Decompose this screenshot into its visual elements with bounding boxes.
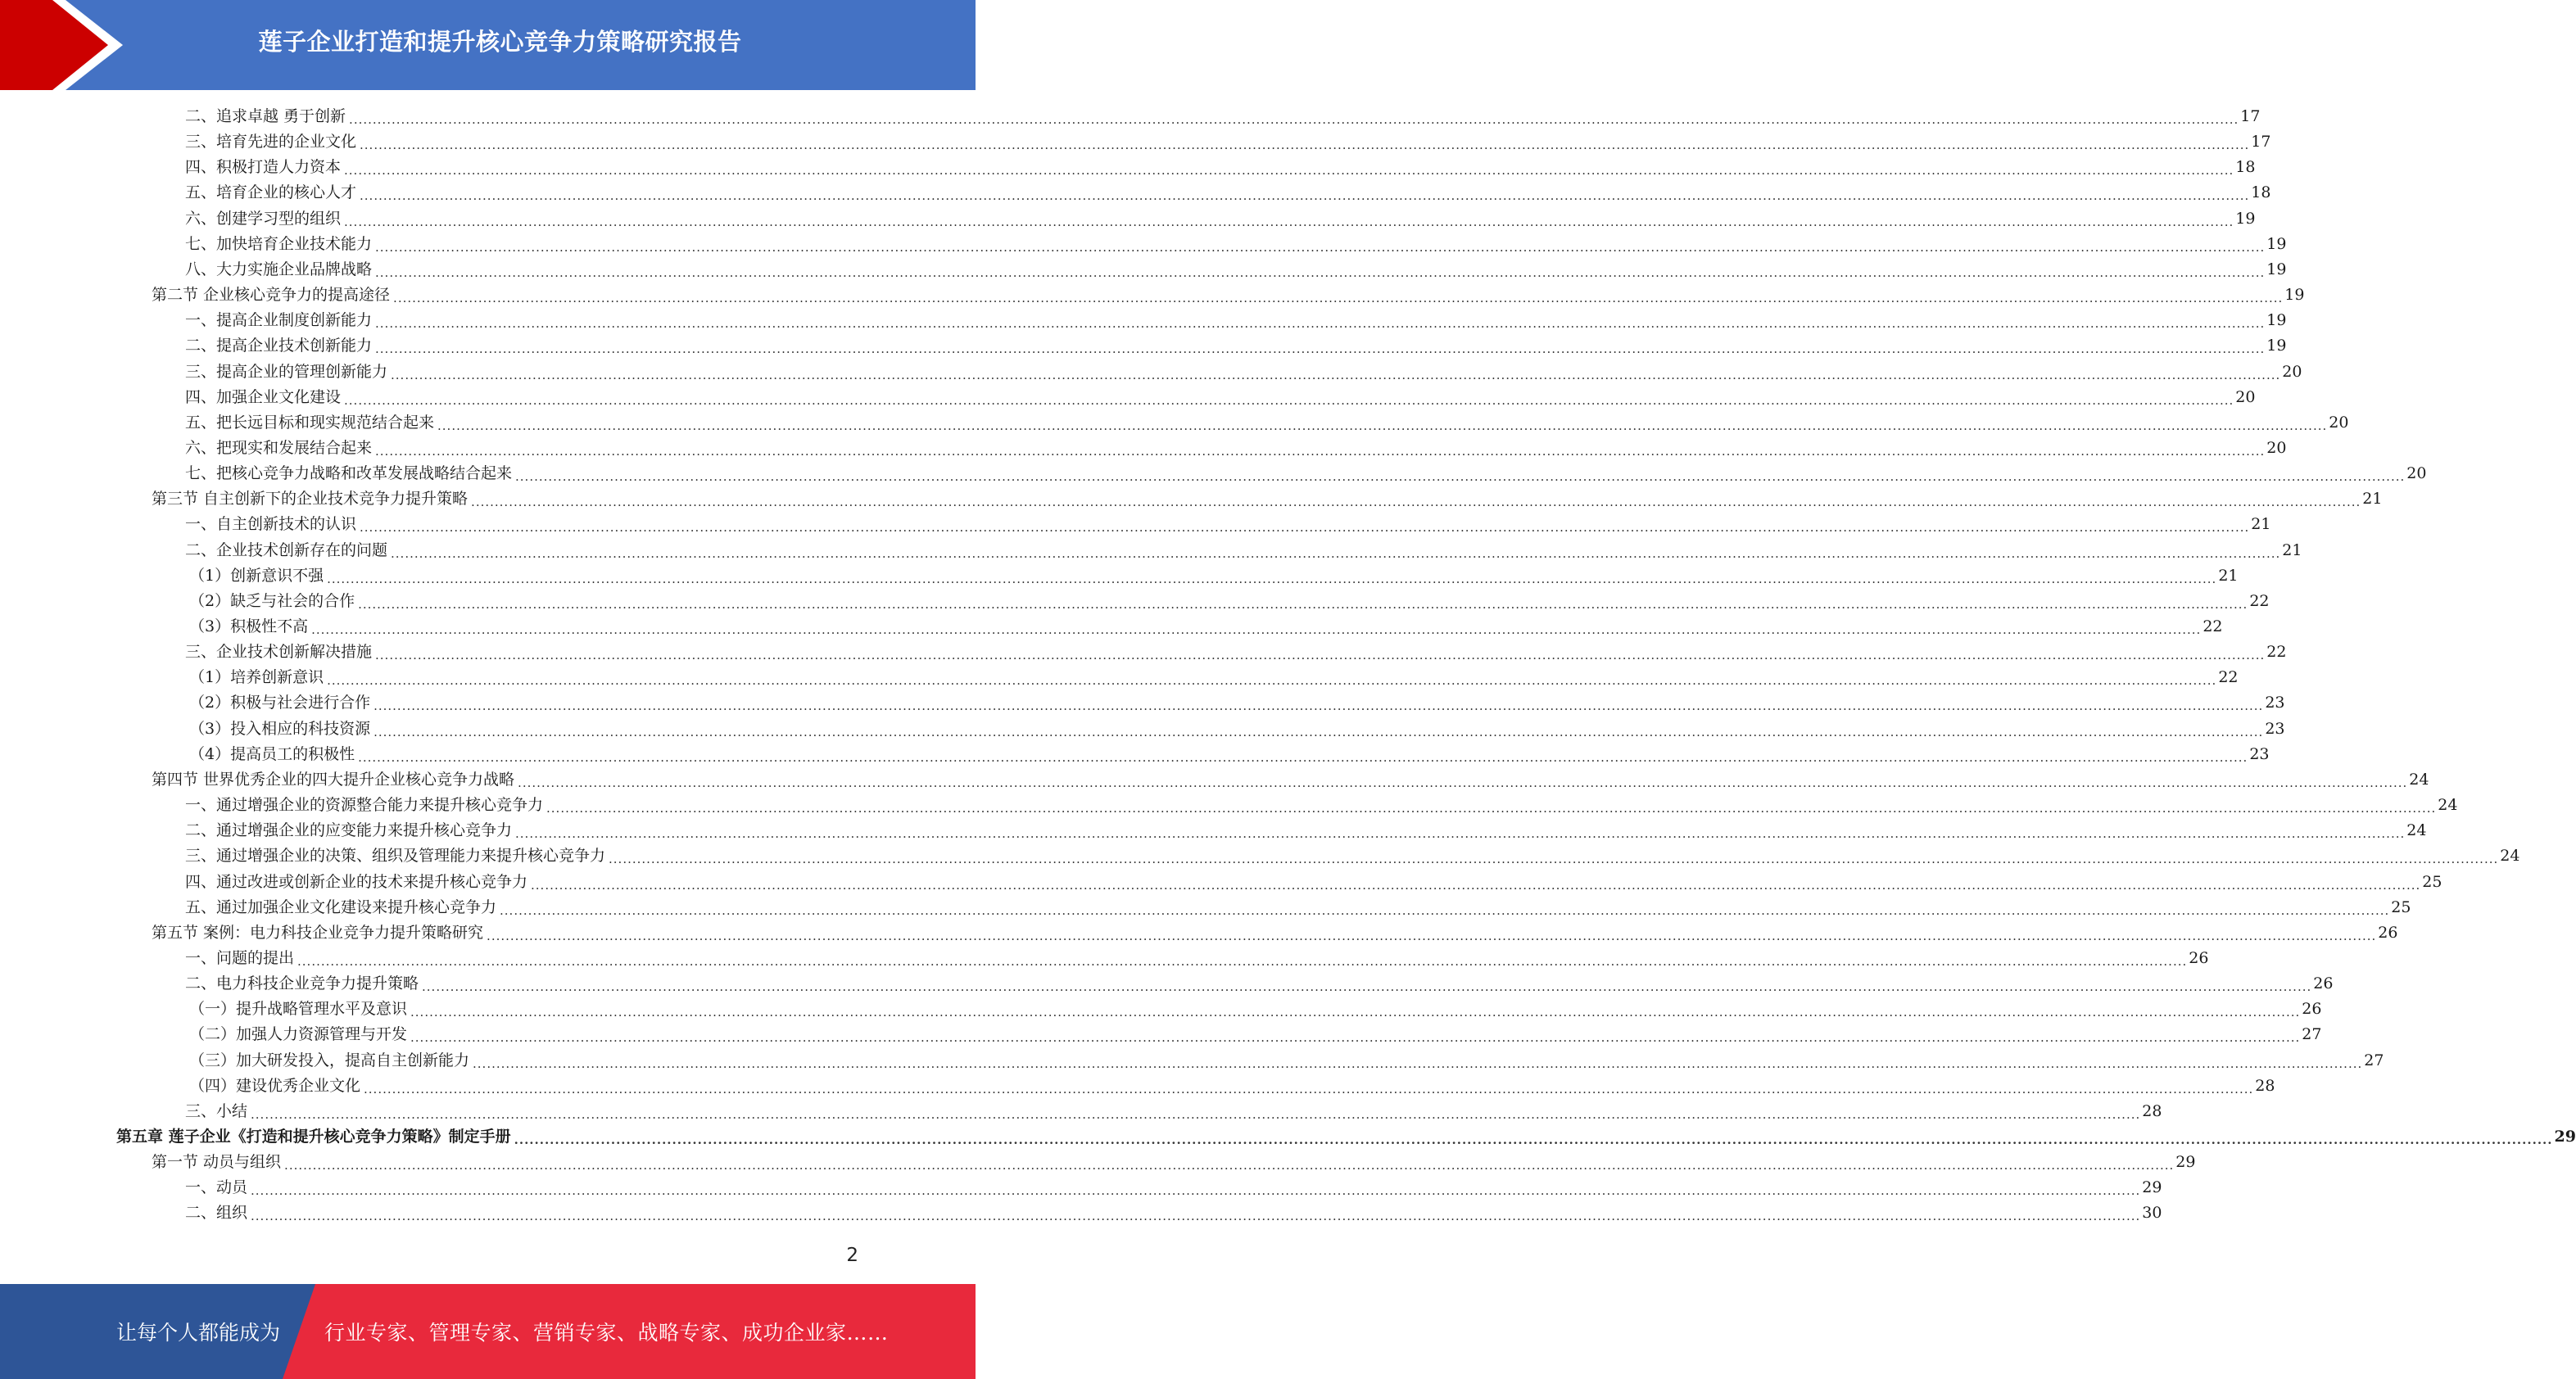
toc-entry[interactable] — [185, 512, 2271, 537]
toc-entry-page: 23 — [2265, 720, 2285, 738]
toc-entry[interactable] — [185, 818, 2427, 843]
toc-dot-leader: ................................................................................................................................................................................................................................................................................................................................................................................................................ — [327, 673, 2217, 688]
toc-entry-label: 第四节 世界优秀企业的四大提升企业核心竞争力战略 — [152, 771, 515, 789]
toc-entry-page: 25 — [2422, 873, 2442, 891]
toc-dot-leader: ................................................................................................................................................................................................................................................................................................................................................................................................................ — [391, 546, 2281, 561]
toc-dot-leader: ................................................................................................................................................................................................................................................................................................................................................................................................................ — [311, 622, 2202, 637]
toc-entry-page: 19 — [2266, 260, 2287, 278]
toc-entry-page: 18 — [2251, 183, 2271, 201]
toc-entry[interactable] — [185, 1175, 2162, 1200]
toc-entry-label: 四、加强企业文化建设 — [185, 388, 342, 406]
toc-entry-label: 第一节 动员与组织 — [152, 1153, 282, 1171]
toc-entry[interactable] — [185, 104, 2261, 129]
toc-entry-page: 22 — [2249, 592, 2270, 610]
toc-dot-leader: ................................................................................................................................................................................................................................................................................................................................................................................................................ — [500, 903, 2390, 918]
toc-dot-leader: ................................................................................................................................................................................................................................................................................................................................................................................................................ — [515, 469, 2406, 484]
toc-entry-page: 30 — [2142, 1204, 2162, 1222]
toc-entry-page: 24 — [2409, 771, 2429, 789]
toc-entry-label: 二、追求卓越 勇于创新 — [185, 107, 346, 125]
toc-entry-page: 23 — [2265, 694, 2285, 712]
toc-dot-leader: ................................................................................................................................................................................................................................................................................................................................................................................................................ — [344, 215, 2234, 229]
toc-entry-page: 23 — [2249, 745, 2270, 763]
toc-dot-leader: ................................................................................................................................................................................................................................................................................................................................................................................................................ — [437, 418, 2328, 433]
toc-entry-page: 19 — [2266, 311, 2287, 329]
toc-entry-page: 26 — [2313, 974, 2334, 992]
toc-entry[interactable] — [152, 1150, 2196, 1175]
toc-entry[interactable] — [185, 359, 2302, 385]
toc-entry[interactable] — [185, 333, 2287, 359]
toc-dot-leader: ................................................................................................................................................................................................................................................................................................................................................................................................................ — [375, 265, 2266, 280]
toc-dot-leader: ................................................................................................................................................................................................................................................................................................................................................................................................................ — [422, 979, 2312, 994]
toc-entry-page: 19 — [2266, 235, 2287, 253]
toc-entry-page: 20 — [2282, 363, 2302, 381]
toc-entry[interactable] — [152, 283, 2305, 308]
toc-entry[interactable] — [185, 308, 2287, 333]
toc-entry[interactable] — [185, 436, 2287, 461]
toc-entry-page: 21 — [2282, 541, 2302, 559]
toc-dot-leader: ................................................................................................................................................................................................................................................................................................................................................................................................................ — [473, 1056, 2363, 1071]
toc-entry-label: 第三节 自主创新下的企业技术竞争力提升策略 — [152, 490, 469, 508]
toc-entry[interactable] — [189, 1048, 2384, 1074]
toc-entry-page: 19 — [2266, 337, 2287, 355]
toc-entry-page: 29 — [2175, 1153, 2196, 1171]
toc-dot-leader: ................................................................................................................................................................................................................................................................................................................................................................................................................ — [327, 572, 2217, 586]
toc-entry[interactable] — [185, 180, 2271, 206]
toc-dot-leader: ................................................................................................................................................................................................................................................................................................................................................................................................................ — [297, 954, 2188, 969]
toc-entry-label: 三、培育先进的企业文化 — [185, 133, 357, 151]
toc-entry[interactable] — [189, 742, 2270, 767]
toc-entry[interactable] — [185, 640, 2287, 665]
toc-entry-page: 18 — [2235, 158, 2256, 176]
toc-dot-leader: ................................................................................................................................................................................................................................................................................................................................................................................................................ — [358, 750, 2248, 765]
toc-dot-leader: ................................................................................................................................................................................................................................................................................................................................................................................................................ — [375, 444, 2266, 459]
toc-entry[interactable] — [189, 997, 2322, 1022]
toc-entry[interactable] — [189, 690, 2285, 716]
toc-entry-page: 29 — [2554, 1128, 2576, 1146]
toc-dot-leader: ................................................................................................................................................................................................................................................................................................................................................................................................................ — [373, 699, 2264, 713]
toc-entry-page: 25 — [2391, 898, 2411, 916]
toc-entry[interactable] — [185, 410, 2349, 436]
toc-entry[interactable] — [185, 971, 2334, 997]
toc-dot-leader: ................................................................................................................................................................................................................................................................................................................................................................................................................ — [251, 1107, 2141, 1122]
toc-entry[interactable] — [185, 793, 2458, 818]
toc-entry-page: 19 — [2284, 286, 2305, 304]
toc-dot-leader: ................................................................................................................................................................................................................................................................................................................................................................................................................ — [375, 316, 2266, 331]
toc-entry-page: 26 — [2189, 949, 2209, 967]
toc-entry[interactable] — [185, 1099, 2162, 1124]
toc-entry-label: 二、电力科技企业竞争力提升策略 — [185, 974, 419, 992]
toc-entry-label: （二）加强人力资源管理与开发 — [189, 1025, 408, 1043]
toc-entry-label: （4）提高员工的积极性 — [189, 745, 355, 763]
toc-entry[interactable] — [185, 385, 2256, 410]
toc-entry-label: 五、培育企业的核心人才 — [185, 183, 357, 201]
document-title: 莲子企业打造和提升核心竞争力策略研究报告 — [258, 27, 742, 56]
toc-dot-leader: ................................................................................................................................................................................................................................................................................................................................................................................................................ — [360, 138, 2250, 152]
toc-entry[interactable] — [189, 614, 2223, 640]
toc-dot-leader: ................................................................................................................................................................................................................................................................................................................................................................................................................ — [344, 163, 2234, 178]
toc-dot-leader: ................................................................................................................................................................................................................................................................................................................................................................................................................ — [284, 1158, 2175, 1173]
toc-entry-label: 四、通过改进或创新企业的技术来提升核心竞争力 — [185, 873, 528, 891]
toc-entry-label: 第五章 莲子企业《打造和提升核心竞争力策略》制定手册 — [116, 1128, 511, 1146]
toc-entry-label: 三、企业技术创新解决措施 — [185, 643, 373, 661]
toc-entry-page: 22 — [2203, 617, 2223, 635]
toc-entry[interactable] — [185, 257, 2287, 283]
toc-entry-label: 六、把现实和发展结合起来 — [185, 439, 373, 457]
toc-entry-page: 17 — [2240, 107, 2261, 125]
toc-dot-leader: ................................................................................................................................................................................................................................................................................................................................................................................................................ — [531, 878, 2421, 893]
toc-dot-leader: ................................................................................................................................................................................................................................................................................................................................................................................................................ — [344, 393, 2234, 408]
toc-entry-page: 20 — [2235, 388, 2256, 406]
toc-entry-label: （四）建设优秀企业文化 — [189, 1077, 361, 1095]
footer-slogan-left: 让每个人都能成为 — [116, 1321, 281, 1345]
toc-entry-page: 24 — [2438, 796, 2458, 814]
toc-entry[interactable] — [185, 206, 2256, 232]
footer-slogan-right: 行业专家、管理专家、营销专家、战略专家、成功企业家…… — [324, 1321, 889, 1345]
toc-entry[interactable] — [185, 946, 2209, 971]
toc-dot-leader: ................................................................................................................................................................................................................................................................................................................................................................................................................ — [251, 1183, 2141, 1198]
toc-entry[interactable] — [185, 155, 2256, 180]
toc-entry-label: 第五节 案例：电力科技企业竞争力提升策略研究 — [152, 924, 484, 942]
toc-dot-leader: ................................................................................................................................................................................................................................................................................................................................................................................................................ — [349, 112, 2239, 127]
page-footer — [0, 1284, 976, 1379]
toc-entry-label: 二、提高企业技术创新能力 — [185, 337, 373, 355]
toc-dot-leader: ................................................................................................................................................................................................................................................................................................................................................................................................................ — [375, 648, 2266, 662]
toc-entry[interactable] — [189, 563, 2239, 589]
toc-entry-page: 28 — [2255, 1077, 2275, 1095]
toc-entry-label: 二、通过增强企业的应变能力来提升核心竞争力 — [185, 821, 513, 839]
toc-entry[interactable] — [189, 1074, 2275, 1099]
toc-entry-page: 26 — [2302, 1000, 2322, 1018]
toc-entry-page: 27 — [2302, 1025, 2322, 1043]
toc-entry[interactable] — [185, 461, 2427, 486]
toc-dot-leader: ................................................................................................................................................................................................................................................................................................................................................................................................................ — [358, 597, 2248, 612]
toc-entry-page: 24 — [2500, 847, 2520, 865]
toc-entry-page: 19 — [2235, 210, 2256, 228]
toc-entry-label: 二、企业技术创新存在的问题 — [185, 541, 388, 559]
toc-entry-label: 八、大力实施企业品牌战略 — [185, 260, 373, 278]
toc-entry-label: 三、提高企业的管理创新能力 — [185, 363, 388, 381]
toc-entry-page: 27 — [2364, 1051, 2384, 1069]
toc-entry-label: 一、问题的提出 — [185, 949, 295, 967]
toc-entry[interactable] — [189, 1022, 2322, 1047]
toc-entry-page: 29 — [2142, 1178, 2162, 1196]
toc-entry-page: 21 — [2251, 515, 2271, 533]
toc-entry-page: 21 — [2218, 567, 2239, 585]
toc-entry-label: 一、提高企业制度创新能力 — [185, 311, 373, 329]
toc-entry[interactable] — [185, 1200, 2162, 1226]
toc-dot-leader: ................................................................................................................................................................................................................................................................................................................................................................................................................ — [393, 291, 2284, 305]
toc-entry-page: 22 — [2218, 668, 2239, 686]
toc-entry-label: 五、通过加强企业文化建设来提升核心竞争力 — [185, 898, 497, 916]
toc-entry-page: 26 — [2378, 924, 2398, 942]
toc-dot-leader: ................................................................................................................................................................................................................................................................................................................................................................................................................ — [487, 929, 2377, 943]
toc-entry[interactable] — [116, 1124, 2576, 1150]
toc-entry[interactable] — [185, 129, 2271, 155]
toc-entry-label: 一、自主创新技术的认识 — [185, 515, 357, 533]
toc-dot-leader: ................................................................................................................................................................................................................................................................................................................................................................................................................ — [391, 368, 2281, 382]
toc-dot-leader: ................................................................................................................................................................................................................................................................................................................................................................................................................ — [251, 1209, 2141, 1223]
toc-dot-leader: ................................................................................................................................................................................................................................................................................................................................................................................................................ — [360, 188, 2250, 203]
toc-entry[interactable] — [152, 920, 2398, 946]
toc-entry-label: 四、积极打造人力资本 — [185, 158, 342, 176]
toc-entry[interactable] — [185, 843, 2520, 869]
toc-dot-leader: ................................................................................................................................................................................................................................................................................................................................................................................................................ — [471, 495, 2361, 509]
toc-dot-leader: ................................................................................................................................................................................................................................................................................................................................................................................................................ — [373, 725, 2264, 739]
toc-entry-label: （3）积极性不高 — [189, 617, 309, 635]
toc-entry-page: 20 — [2329, 414, 2349, 432]
toc-entry-label: 五、把长远目标和现实规范结合起来 — [185, 414, 435, 432]
toc-dot-leader: ................................................................................................................................................................................................................................................................................................................................................................................................................ — [546, 801, 2437, 816]
toc-entry[interactable] — [185, 895, 2411, 920]
toc-entry-label: 一、通过增强企业的资源整合能力来提升核心竞争力 — [185, 796, 544, 814]
toc-entry-label: 六、创建学习型的组织 — [185, 210, 342, 228]
toc-dot-leader: ................................................................................................................................................................................................................................................................................................................................................................................................................ — [515, 826, 2406, 841]
toc-entry-page: 17 — [2251, 133, 2271, 151]
toc-entry-label: 七、加快培育企业技术能力 — [185, 235, 373, 253]
toc-entry-label: （三）加大研发投入，提高自主创新能力 — [189, 1051, 470, 1069]
toc-dot-leader: ................................................................................................................................................................................................................................................................................................................................................................................................................ — [375, 341, 2266, 356]
toc-entry-label: 七、把核心竞争力战略和改革发展战略结合起来 — [185, 464, 513, 482]
toc-dot-leader: ................................................................................................................................................................................................................................................................................................................................................................................................................ — [375, 240, 2266, 255]
toc-entry-label: （3）投入相应的科技资源 — [189, 720, 371, 738]
toc-entry-label: 三、通过增强企业的决策、组织及管理能力来提升核心竞争力 — [185, 847, 606, 865]
toc-entry-label: 第二节 企业核心竞争力的提高途径 — [152, 286, 391, 304]
toc-dot-leader: ................................................................................................................................................................................................................................................................................................................................................................................................................ — [514, 1133, 2553, 1147]
toc-dot-leader: ................................................................................................................................................................................................................................................................................................................................................................................................................ — [518, 775, 2408, 790]
toc-entry[interactable] — [185, 538, 2302, 563]
toc-entry-label: （一）提升战略管理水平及意识 — [189, 1000, 408, 1018]
toc-entry[interactable] — [189, 717, 2285, 742]
toc-entry-page: 24 — [2406, 821, 2427, 839]
toc-entry-label: （2）积极与社会进行合作 — [189, 694, 371, 712]
toc-entry-label: （1）培养创新意识 — [189, 668, 324, 686]
toc-dot-leader: ................................................................................................................................................................................................................................................................................................................................................................................................................ — [410, 1005, 2301, 1020]
toc-entry-page: 21 — [2362, 490, 2383, 508]
toc-entry[interactable] — [152, 767, 2429, 793]
toc-entry[interactable] — [152, 486, 2383, 512]
toc-entry-label: 二、组织 — [185, 1204, 248, 1222]
toc-entry-label: 三、小结 — [185, 1102, 248, 1120]
page-number: 2 — [846, 1245, 858, 1266]
toc-entry-page: 28 — [2142, 1102, 2162, 1120]
toc-dot-leader: ................................................................................................................................................................................................................................................................................................................................................................................................................ — [364, 1082, 2254, 1096]
toc-entry[interactable] — [189, 589, 2270, 614]
page-header — [0, 0, 976, 90]
toc-entry[interactable] — [189, 665, 2239, 690]
toc-entry-label: 一、动员 — [185, 1178, 248, 1196]
toc-entry-label: （2）缺乏与社会的合作 — [189, 592, 355, 610]
toc-entry-page: 20 — [2266, 439, 2287, 457]
toc-dot-leader: ................................................................................................................................................................................................................................................................................................................................................................................................................ — [410, 1030, 2301, 1045]
toc-entry-page: 20 — [2406, 464, 2427, 482]
toc-entry[interactable] — [185, 870, 2442, 895]
toc-entry[interactable] — [185, 232, 2287, 257]
toc-entry-page: 22 — [2266, 643, 2287, 661]
toc-dot-leader: ................................................................................................................................................................................................................................................................................................................................................................................................................ — [609, 852, 2499, 866]
toc-entry-label: （1）创新意识不强 — [189, 567, 324, 585]
toc-dot-leader: ................................................................................................................................................................................................................................................................................................................................................................................................................ — [360, 520, 2250, 535]
